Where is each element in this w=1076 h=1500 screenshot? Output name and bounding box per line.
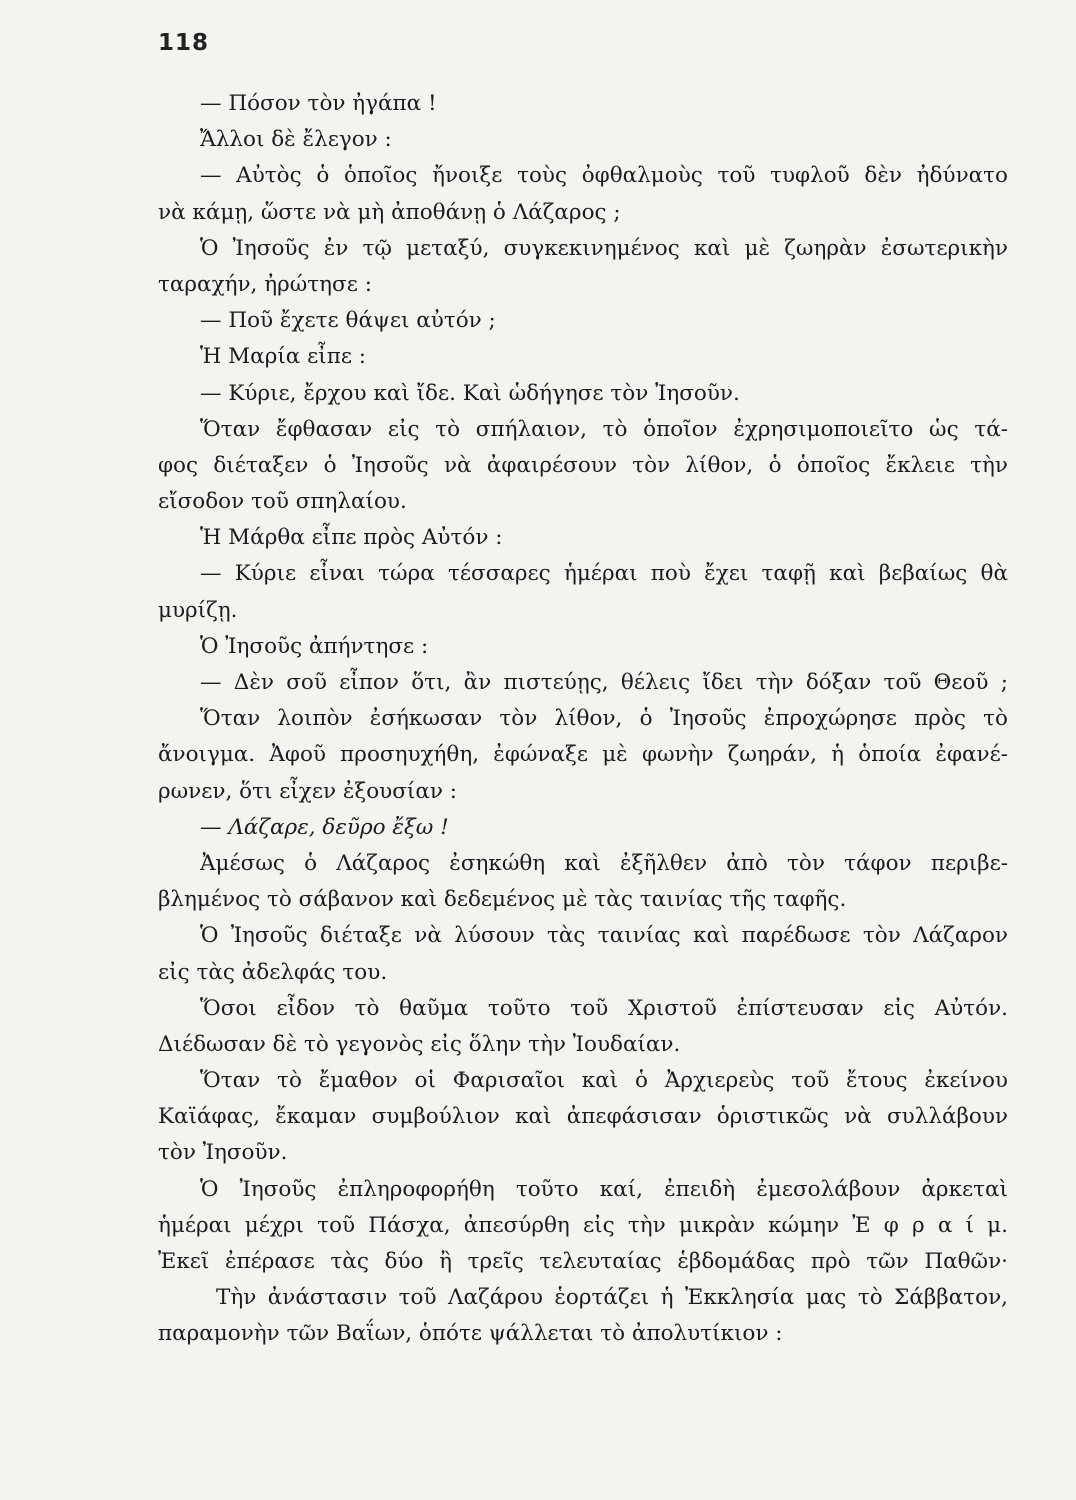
text-line: εἰς τὰς ἀδελφάς του. [158,959,388,985]
text-line: Ἀμέσως ὁ Λάζαρος ἐσηκώθη καὶ ἐξῆλθεν ἀπὸ τὸν τάφον περιβε- [200,850,1008,876]
text-line: παραμονὴν τῶν Βαΐων, ὁπότε ψάλλεται τὸ ἀπολυτίκιον : [158,1321,783,1347]
text-line: — Δὲν σοῦ εἶπον ὅτι, ἂν πιστεύῃς, θέλεις ἴδει τὴν δόξαν τοῦ Θεοῦ ; [200,670,1008,695]
text-line: Ἡ Μάρθα εἶπε πρὸς Αὐτόν : [200,525,503,551]
text-line: Ἡ Μαρία εἶπε : [200,344,367,370]
text-line: ἡμέραι μέχρι τοῦ Πάσχα, ἀπεσύρθη εἰς τὴν μικρὰν κώμην Ἐ φ ρ α ί μ. [158,1212,1008,1238]
text-line: — Αὐτὸς ὁ ὁποῖος ἤνοιξε τοὺς ὀφθαλμοὺς τοῦ τυφλοῦ δὲν ἠδύνατο [200,163,1008,189]
text-line: μυρίζῃ. [158,597,238,623]
text-line: ταραχήν, ἠρώτησε : [158,271,372,297]
text-line: Καϊάφας, ἔκαμαν συμβούλιον καὶ ἀπεφάσισαν ὁριστικῶς νὰ συλλάβουν [158,1104,1008,1130]
text-line: φος διέταξεν ὁ Ἰησοῦς νὰ ἀφαιρέσουν τὸν λίθον, ὁ ὁποῖος ἔκλειε τὴν [158,452,1008,478]
text-line: νὰ κάμῃ, ὥστε νὰ μὴ ἀποθάνῃ ὁ Λάζαρος ; [158,199,621,225]
page-number: 118 [158,30,210,56]
text-line: — Ποῦ ἔχετε θάψει αὐτόν ; [200,308,496,334]
text-line: Τὴν ἀνάστασιν τοῦ Λαζάρου ἑορτάζει ἡ Ἐκκλησία μας τὸ Σάββατον, [216,1285,1008,1311]
text-line: — Κύριε, ἔρχου καὶ ἴδε. Καὶ ὡδήγησε τὸν Ἰησοῦν. [200,380,740,406]
text-line: Ὅταν ἔφθασαν εἰς τὸ σπήλαιον, τὸ ὁποῖον ἐχρησιμοποιεῖτο ὡς τά- [200,416,1008,442]
text-line: βλημένος τὸ σάβανον καὶ δεδεμένος μὲ τὰς ταινίας τῆς ταφῆς. [158,887,847,913]
text-line: τὸν Ἰησοῦν. [158,1140,288,1166]
text-line: — Λάζαρε, δεῦρο ἔξω ! [200,814,449,840]
text-line: Διέδωσαν δὲ τὸ γεγονὸς εἰς ὅλην τὴν Ἰουδαίαν. [158,1031,681,1057]
text-line: Ὁ Ἰησοῦς διέταξε νὰ λύσουν τὰς ταινίας καὶ παρέδωσε τὸν Λάζαρον [200,923,1008,949]
text-line: Ὁ Ἰησοῦς ἐν τῷ μεταξύ, συγκεκινημένος καὶ μὲ ζωηρὰν ἐσωτερικὴν [200,235,1008,261]
text-line: Ἐκεῖ ἐπέρασε τὰς δύο ἢ τρεῖς τελευταίας ἑβδομάδας πρὸ τῶν Παθῶν· [158,1249,1008,1274]
body-text [158,86,1008,1353]
text-line: εἴσοδον τοῦ σπηλαίου. [158,489,407,515]
text-line: Ὁ Ἰησοῦς ἐπληροφορήθη τοῦτο καί, ἐπειδὴ ἐμεσολάβουν ἀρκεταὶ [200,1176,1008,1202]
text-line: Ὅταν τὸ ἔμαθον οἱ Φαρισαῖοι καὶ ὁ Ἀρχιερεὺς τοῦ ἔτους ἐκείνου [200,1068,1008,1094]
text-line: — Πόσον τὸν ἠγάπα ! [200,91,437,116]
text-line: — Κύριε εἶναι τώρα τέσσαρες ἡμέραι ποὺ ἔχει ταφῇ καὶ βεβαίως θὰ [200,561,1008,587]
text-line: Ὅσοι εἶδον τὸ θαῦμα τοῦτο τοῦ Χριστοῦ ἐπίστευσαν εἰς Αὐτόν. [200,995,1008,1021]
text-line: Ὅταν λοιπὸν ἐσήκωσαν τὸν λίθον, ὁ Ἰησοῦς ἐπροχώρησε πρὸς τὸ [200,706,1008,732]
text-line: ἄνοιγμα. Ἀφοῦ προσηυχήθη, ἐφώναξε μὲ φωνὴν ζωηράν, ἡ ὁποία ἐφανέ- [158,742,1008,768]
text-line: ρωνεν, ὅτι εἶχεν ἐξουσίαν : [158,778,458,804]
text-line: Ὁ Ἰησοῦς ἀπήντησε : [200,633,429,659]
text-line: Ἄλλοι δὲ ἔλεγον : [200,127,392,153]
